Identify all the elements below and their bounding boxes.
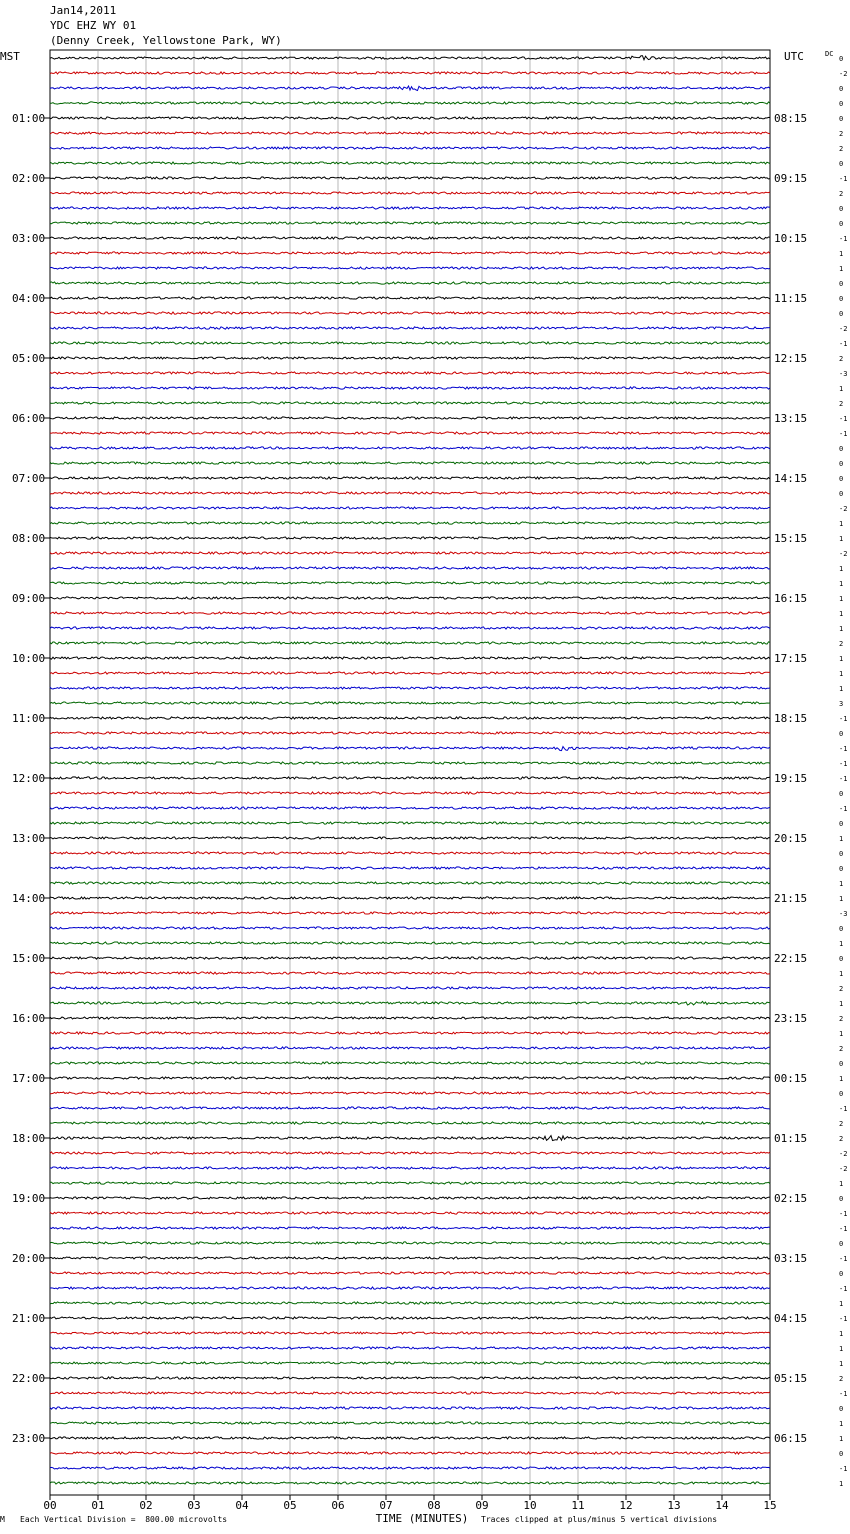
dc-offset-label: 2 xyxy=(839,1120,844,1128)
mst-hour-label: 20:00 xyxy=(12,1252,46,1265)
dc-offset-label: 2 xyxy=(839,130,844,138)
dc-offset-label: 0 xyxy=(839,115,844,123)
trace-row xyxy=(50,732,770,734)
mst-hour-label: 23:00 xyxy=(12,1432,46,1445)
trace-row xyxy=(50,402,770,404)
trace-row xyxy=(50,1362,770,1364)
trace-row xyxy=(50,912,770,914)
x-tick-label: 02 xyxy=(139,1499,153,1512)
trace-row xyxy=(50,957,770,959)
dc-offset-label: 2 xyxy=(839,1375,844,1383)
dc-offset-label: 1 xyxy=(839,265,844,273)
trace-row xyxy=(50,627,770,629)
dc-offset-label: -3 xyxy=(839,910,848,918)
mst-hour-label: 07:00 xyxy=(12,472,46,485)
mst-hour-label: 22:00 xyxy=(12,1372,46,1385)
x-axis-label: TIME (MINUTES) xyxy=(375,1512,469,1525)
trace-row xyxy=(50,1392,770,1394)
utc-hour-label: 19:15 xyxy=(774,772,808,785)
mst-hour-label: 17:00 xyxy=(12,1072,46,1085)
trace-row xyxy=(50,1167,770,1169)
dc-offset-label: 1 xyxy=(839,1345,844,1353)
dc-offset-label: -1 xyxy=(839,1225,848,1233)
trace-row xyxy=(50,1407,770,1409)
dc-offset-label: 1 xyxy=(839,670,844,678)
trace-row xyxy=(50,132,770,134)
dc-offset-label: 2 xyxy=(839,355,844,363)
trace-row xyxy=(50,792,770,794)
dc-offset-label: 1 xyxy=(839,580,844,588)
utc-hour-label: 03:15 xyxy=(774,1252,808,1265)
clip-note: Traces clipped at plus/minus 5 vertical divisions xyxy=(481,1515,718,1524)
trace-row xyxy=(50,1377,770,1379)
trace-row xyxy=(50,807,770,809)
trace-row xyxy=(50,1257,770,1259)
dc-offset-label: -1 xyxy=(839,775,848,783)
dc-offset-label: 1 xyxy=(839,970,844,978)
utc-hour-label: 06:15 xyxy=(774,1432,808,1445)
trace-row xyxy=(50,972,770,974)
dc-offset-label: 0 xyxy=(839,460,844,468)
scale-note: Each Vertical Division = 800.00 microvolts xyxy=(20,1515,228,1524)
dc-offset-label: 2 xyxy=(839,145,844,153)
trace-row xyxy=(50,1467,770,1469)
trace-row xyxy=(50,1136,770,1141)
trace-row xyxy=(50,1287,770,1289)
x-tick-label: 13 xyxy=(667,1499,681,1512)
dc-offset-label: -1 xyxy=(839,1390,848,1398)
utc-hour-label: 08:15 xyxy=(774,112,808,125)
trace-row xyxy=(50,837,770,839)
dc-offset-label: 1 xyxy=(839,625,844,633)
mst-hour-label: 03:00 xyxy=(12,232,46,245)
trace-row xyxy=(50,147,770,149)
trace-row xyxy=(50,177,770,179)
trace-row xyxy=(50,1332,770,1334)
x-tick-label: 07 xyxy=(379,1499,393,1512)
utc-hour-label: 01:15 xyxy=(774,1132,808,1145)
trace-row xyxy=(50,582,770,584)
trace-row xyxy=(50,657,770,659)
trace-row xyxy=(50,537,770,539)
trace-row xyxy=(50,282,770,284)
utc-hour-label: 11:15 xyxy=(774,292,808,305)
trace-row xyxy=(50,237,770,239)
dc-offset-label: 0 xyxy=(839,865,844,873)
trace-row xyxy=(50,822,770,824)
trace-row xyxy=(50,987,770,989)
trace-row xyxy=(50,56,770,60)
trace-row xyxy=(50,462,770,464)
utc-hour-label: 05:15 xyxy=(774,1372,808,1385)
utc-hour-label: 20:15 xyxy=(774,832,808,845)
dc-offset-label: 1 xyxy=(839,655,844,663)
dc-offset-label: 1 xyxy=(839,1180,844,1188)
trace-row xyxy=(50,1242,770,1244)
trace-row xyxy=(50,252,770,254)
dc-offset-label: 1 xyxy=(839,1000,844,1008)
trace-row xyxy=(50,357,770,359)
dc-offset-label: -1 xyxy=(839,715,848,723)
mst-hour-label: 10:00 xyxy=(12,652,46,665)
x-tick-label: 04 xyxy=(235,1499,249,1512)
station-location: (Denny Creek, Yellowstone Park, WY) xyxy=(50,34,282,47)
trace-row xyxy=(50,1197,770,1199)
dc-offset-label: 0 xyxy=(839,1060,844,1068)
dc-offset-label: 1 xyxy=(839,250,844,258)
utc-hour-label: 21:15 xyxy=(774,892,808,905)
dc-offset-label: 0 xyxy=(839,280,844,288)
x-tick-label: 10 xyxy=(523,1499,537,1512)
trace-row xyxy=(50,1107,770,1109)
dc-offset-label: 0 xyxy=(839,475,844,483)
dc-offset-label: 1 xyxy=(839,535,844,543)
trace-row xyxy=(50,417,770,419)
utc-hour-label: 02:15 xyxy=(774,1192,808,1205)
trace-row xyxy=(50,1437,770,1439)
trace-row xyxy=(50,882,770,884)
dc-offset-label: 1 xyxy=(839,610,844,618)
dc-offset-label: 1 xyxy=(839,1030,844,1038)
trace-row xyxy=(50,1422,770,1424)
dc-offset-label: 1 xyxy=(839,1300,844,1308)
trace-row xyxy=(50,447,770,449)
utc-hour-label: 04:15 xyxy=(774,1312,808,1325)
x-tick-label: 08 xyxy=(427,1499,441,1512)
corner-mark: M xyxy=(0,1515,5,1524)
dc-offset-label: 0 xyxy=(839,925,844,933)
dc-offset-label: 1 xyxy=(839,685,844,693)
trace-row xyxy=(50,717,770,719)
trace-row xyxy=(50,1302,770,1304)
trace-row xyxy=(50,747,770,751)
dc-offset-label: 0 xyxy=(839,100,844,108)
x-tick-label: 12 xyxy=(619,1499,633,1512)
trace-row xyxy=(50,1182,770,1184)
mst-hour-label: 11:00 xyxy=(12,712,46,725)
trace-row xyxy=(50,1001,770,1005)
dc-offset-label: -3 xyxy=(839,370,848,378)
station-code: YDC EHZ WY 01 xyxy=(50,19,137,32)
dc-offset-label: 0 xyxy=(839,1195,844,1203)
x-tick-label: 11 xyxy=(571,1499,585,1512)
dc-offset-label: -2 xyxy=(839,1165,848,1173)
dc-offset-label: 0 xyxy=(839,850,844,858)
dc-offset-label: 0 xyxy=(839,1090,844,1098)
trace-row xyxy=(50,327,770,329)
dc-offset-label: -1 xyxy=(839,340,848,348)
dc-offset-label: -2 xyxy=(839,1150,848,1158)
x-tick-label: 15 xyxy=(763,1499,777,1512)
utc-hour-label: 17:15 xyxy=(774,652,808,665)
trace-row xyxy=(50,312,770,314)
dc-offset-label: 2 xyxy=(839,1045,844,1053)
dc-offset-label: 2 xyxy=(839,1135,844,1143)
trace-row xyxy=(50,387,770,389)
trace-row xyxy=(50,1017,770,1019)
trace-row xyxy=(50,597,770,599)
dc-offset-label: 0 xyxy=(839,1405,844,1413)
trace-row xyxy=(50,162,770,164)
mst-hour-label: 15:00 xyxy=(12,952,46,965)
trace-row xyxy=(50,702,770,704)
x-tick-label: 09 xyxy=(475,1499,489,1512)
mst-hour-label: 16:00 xyxy=(12,1012,46,1025)
dc-offset-label: -1 xyxy=(839,1210,848,1218)
dc-offset-label: 0 xyxy=(839,1270,844,1278)
trace-row xyxy=(50,297,770,299)
trace-row xyxy=(50,852,770,854)
dc-offset-label: 0 xyxy=(839,955,844,963)
dc-offset-label: 0 xyxy=(839,55,844,63)
mst-hour-label: 01:00 xyxy=(12,112,46,125)
trace-row xyxy=(50,72,770,74)
dc-offset-label: -1 xyxy=(839,745,848,753)
x-tick-label: 00 xyxy=(43,1499,57,1512)
trace-row xyxy=(50,1062,770,1064)
dc-offset-label: 0 xyxy=(839,1450,844,1458)
mst-hour-label: 19:00 xyxy=(12,1192,46,1205)
dc-offset-label: 1 xyxy=(839,1480,844,1488)
mst-hour-label: 04:00 xyxy=(12,292,46,305)
trace-row xyxy=(50,1152,770,1154)
mst-hour-label: 05:00 xyxy=(12,352,46,365)
trace-row xyxy=(50,687,770,689)
trace-row xyxy=(50,1272,770,1274)
trace-row xyxy=(50,117,770,119)
mst-axis-label: MST xyxy=(0,50,20,63)
trace-row xyxy=(50,1317,770,1319)
utc-hour-label: 15:15 xyxy=(774,532,808,545)
dc-column-label: DC xyxy=(825,50,834,58)
dc-offset-label: 0 xyxy=(839,310,844,318)
x-tick-label: 06 xyxy=(331,1499,345,1512)
trace-row xyxy=(50,1077,770,1079)
utc-hour-label: 13:15 xyxy=(774,412,808,425)
trace-row xyxy=(50,432,770,434)
dc-offset-label: 1 xyxy=(839,595,844,603)
trace-row xyxy=(50,342,770,344)
dc-offset-label: 1 xyxy=(839,385,844,393)
dc-offset-label: -2 xyxy=(839,70,848,78)
trace-row xyxy=(50,927,770,929)
trace-row xyxy=(50,567,770,569)
mst-hour-label: 02:00 xyxy=(12,172,46,185)
dc-offset-label: 2 xyxy=(839,190,844,198)
trace-row xyxy=(50,1122,770,1124)
trace-row xyxy=(50,1227,770,1229)
dc-offset-label: 1 xyxy=(839,895,844,903)
utc-axis-label: UTC xyxy=(784,50,804,63)
dc-offset-label: 1 xyxy=(839,1330,844,1338)
trace-row xyxy=(50,552,770,554)
dc-offset-label: -1 xyxy=(839,415,848,423)
utc-hour-label: 00:15 xyxy=(774,1072,808,1085)
x-tick-label: 14 xyxy=(715,1499,729,1512)
utc-hour-label: 12:15 xyxy=(774,352,808,365)
dc-offset-label: 1 xyxy=(839,1435,844,1443)
mst-hour-label: 18:00 xyxy=(12,1132,46,1145)
dc-offset-label: 0 xyxy=(839,820,844,828)
dc-offset-label: 1 xyxy=(839,835,844,843)
trace-row xyxy=(50,1212,770,1214)
dc-offset-label: -1 xyxy=(839,430,848,438)
utc-hour-label: 16:15 xyxy=(774,592,808,605)
dc-offset-label: 2 xyxy=(839,1015,844,1023)
dc-offset-label: 0 xyxy=(839,220,844,228)
trace-row xyxy=(50,1347,770,1349)
trace-row xyxy=(50,1032,770,1034)
trace-row xyxy=(50,372,770,374)
dc-offset-label: -1 xyxy=(839,1285,848,1293)
dc-offset-label: 0 xyxy=(839,730,844,738)
mst-hour-label: 06:00 xyxy=(12,412,46,425)
utc-hour-label: 23:15 xyxy=(774,1012,808,1025)
mst-hour-label: 09:00 xyxy=(12,592,46,605)
trace-row xyxy=(50,867,770,869)
trace-row xyxy=(50,86,770,91)
trace-row xyxy=(50,267,770,269)
x-tick-label: 01 xyxy=(91,1499,105,1512)
dc-offset-label: -2 xyxy=(839,505,848,513)
dc-offset-label: 3 xyxy=(839,700,844,708)
mst-hour-label: 08:00 xyxy=(12,532,46,545)
mst-hour-label: 13:00 xyxy=(12,832,46,845)
dc-offset-label: 1 xyxy=(839,520,844,528)
mst-hour-label: 21:00 xyxy=(12,1312,46,1325)
dc-offset-label: 2 xyxy=(839,400,844,408)
trace-row xyxy=(50,222,770,224)
utc-hour-label: 09:15 xyxy=(774,172,808,185)
trace-row xyxy=(50,642,770,644)
dc-offset-label: -2 xyxy=(839,550,848,558)
trace-row xyxy=(50,1482,770,1484)
trace-row xyxy=(50,492,770,494)
trace-row xyxy=(50,477,770,479)
dc-offset-label: 1 xyxy=(839,565,844,573)
trace-row xyxy=(50,192,770,194)
trace-row xyxy=(50,672,770,674)
dc-offset-label: -1 xyxy=(839,1255,848,1263)
dc-offset-label: 0 xyxy=(839,205,844,213)
dc-offset-label: -2 xyxy=(839,325,848,333)
dc-offset-label: 0 xyxy=(839,85,844,93)
dc-offset-label: 0 xyxy=(839,1240,844,1248)
dc-offset-label: 0 xyxy=(839,295,844,303)
dc-offset-label: 0 xyxy=(839,490,844,498)
dc-offset-label: -1 xyxy=(839,760,848,768)
trace-row xyxy=(50,102,770,104)
dc-offset-label: 1 xyxy=(839,1075,844,1083)
dc-offset-label: -1 xyxy=(839,1315,848,1323)
trace-row xyxy=(50,207,770,209)
dc-offset-label: 1 xyxy=(839,880,844,888)
trace-row xyxy=(50,522,770,524)
utc-hour-label: 22:15 xyxy=(774,952,808,965)
trace-row xyxy=(50,897,770,899)
trace-row xyxy=(50,1092,770,1094)
trace-row xyxy=(50,777,770,779)
dc-offset-label: 1 xyxy=(839,940,844,948)
dc-offset-label: 0 xyxy=(839,445,844,453)
x-tick-label: 05 xyxy=(283,1499,297,1512)
trace-row xyxy=(50,942,770,944)
dc-offset-label: 1 xyxy=(839,1420,844,1428)
mst-hour-label: 14:00 xyxy=(12,892,46,905)
x-tick-label: 03 xyxy=(187,1499,201,1512)
utc-hour-label: 18:15 xyxy=(774,712,808,725)
mst-hour-label: 12:00 xyxy=(12,772,46,785)
dc-offset-label: -1 xyxy=(839,805,848,813)
dc-offset-label: -1 xyxy=(839,235,848,243)
trace-row xyxy=(50,1452,770,1454)
dc-offset-label: -1 xyxy=(839,175,848,183)
dc-offset-label: -1 xyxy=(839,1465,848,1473)
utc-hour-label: 10:15 xyxy=(774,232,808,245)
plot-date: Jan14,2011 xyxy=(50,4,117,17)
trace-row xyxy=(50,762,770,764)
dc-offset-label: 2 xyxy=(839,985,844,993)
dc-offset-label: 0 xyxy=(839,790,844,798)
dc-offset-label: -1 xyxy=(839,1105,848,1113)
dc-offset-label: 1 xyxy=(839,1360,844,1368)
trace-row xyxy=(50,612,770,614)
dc-offset-label: 2 xyxy=(839,640,844,648)
utc-hour-label: 14:15 xyxy=(774,472,808,485)
dc-offset-label: 0 xyxy=(839,160,844,168)
trace-row xyxy=(50,1047,770,1049)
trace-row xyxy=(50,507,770,509)
